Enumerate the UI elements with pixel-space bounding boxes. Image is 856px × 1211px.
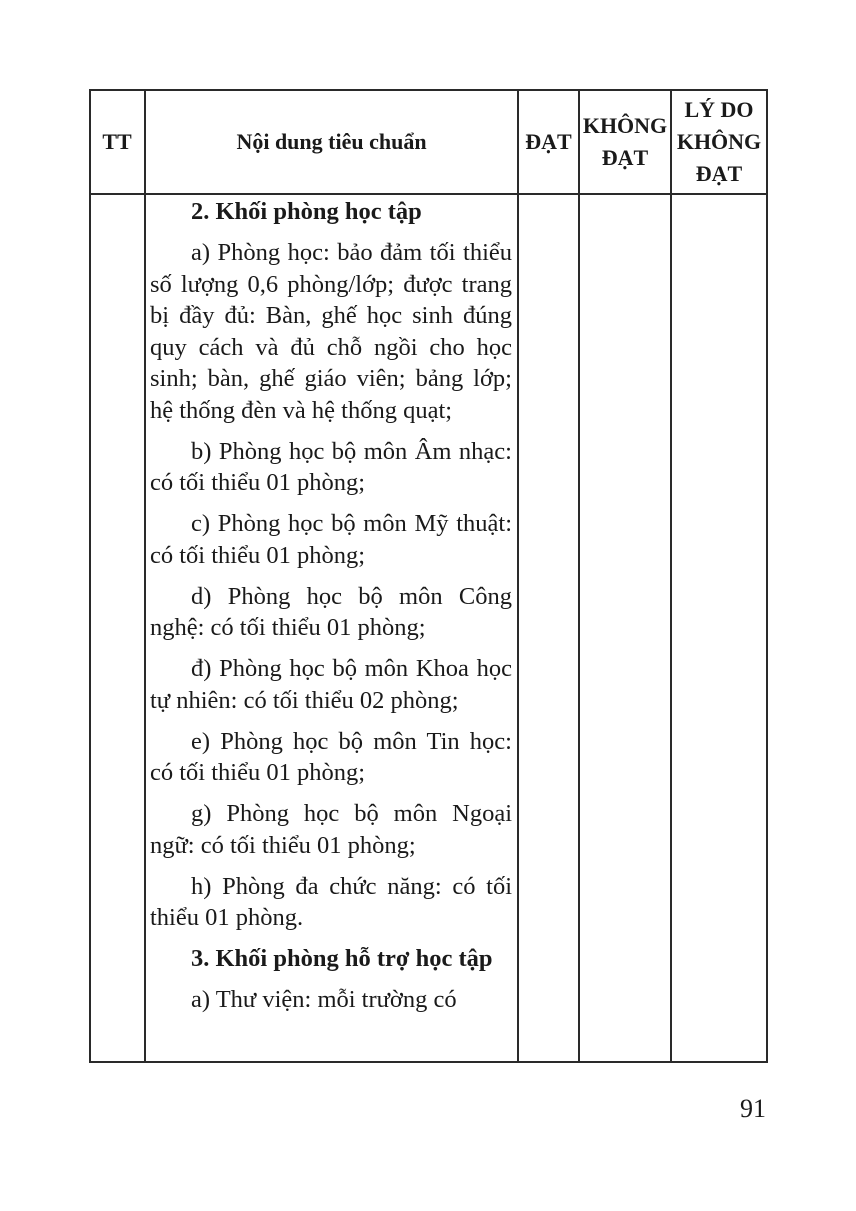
page-number: 91 (740, 1094, 766, 1123)
header-ly-do-line1: LÝ DO (684, 96, 754, 122)
header-bottom-border (89, 193, 768, 195)
header-khong-dat-line2: ĐẠT (601, 144, 649, 170)
table-bottom-border (89, 1061, 768, 1063)
item-c: c) Phòng học bộ môn Mỹ thuật: có tối thiểu 01 phòng; (150, 510, 512, 569)
header-khong-dat (580, 90, 670, 193)
item-g: g) Phòng học bộ môn Ngoại ngữ: có tối thiểu 01 phòng; (150, 800, 512, 859)
table-right-border (766, 89, 768, 1063)
item-e: e) Phòng học bộ môn Tin học: có tối thiểu 01 phòng; (150, 727, 512, 786)
item-b: b) Phòng học bộ môn Âm nhạc: có tối thiểu 01 phòng; (150, 437, 512, 496)
header-dat (519, 90, 578, 193)
item-3a: a) Thư viện: mỗi trường có (191, 986, 457, 1013)
header-khong-dat-line1: KHÔNG (582, 112, 668, 138)
header-ly-do-line3: ĐẠT (695, 160, 743, 186)
header-noi-dung-label: Nội dung tiêu chuẩn (236, 128, 427, 154)
header-tt-label: TT (102, 128, 132, 154)
header-ly-do (672, 90, 766, 193)
header-ly-do-line2: KHÔNG (676, 128, 762, 154)
item-h: h) Phòng đa chức năng: có tối thiểu 01 phòng. (150, 872, 512, 931)
criteria-content (150, 196, 512, 1025)
col-divider-tt (144, 89, 146, 1063)
col-divider-dat (578, 89, 580, 1063)
section-2-heading: 2. Khối phòng học tập (191, 198, 422, 225)
header-dat-label: ĐẠT (525, 128, 572, 154)
item-d: d) Phòng học bộ môn Công nghệ: có tối thiểu 01 phòng; (150, 582, 512, 641)
item-a: a) Phòng học: bảo đảm tối thiểu số lượng 0,6 phòng/lớp; được trang bị đầy đủ: Bàn, ghế học sinh đúng quy cách và đủ chỗ ngồi cho học sinh; bàn, ghế giáo viên; bảng lớp; hệ thống đèn và hệ thống quạt; (150, 239, 512, 424)
col-divider-khong-dat (670, 89, 672, 1063)
table-left-border (89, 89, 91, 1063)
col-divider-content (517, 89, 519, 1063)
item-dd: đ) Phòng học bộ môn Khoa học tự nhiên: có tối thiểu 02 phòng; (150, 655, 512, 714)
header-noi-dung (146, 90, 517, 193)
header-tt (90, 90, 144, 193)
section-3-heading: 3. Khối phòng hỗ trợ học tập (191, 945, 493, 972)
